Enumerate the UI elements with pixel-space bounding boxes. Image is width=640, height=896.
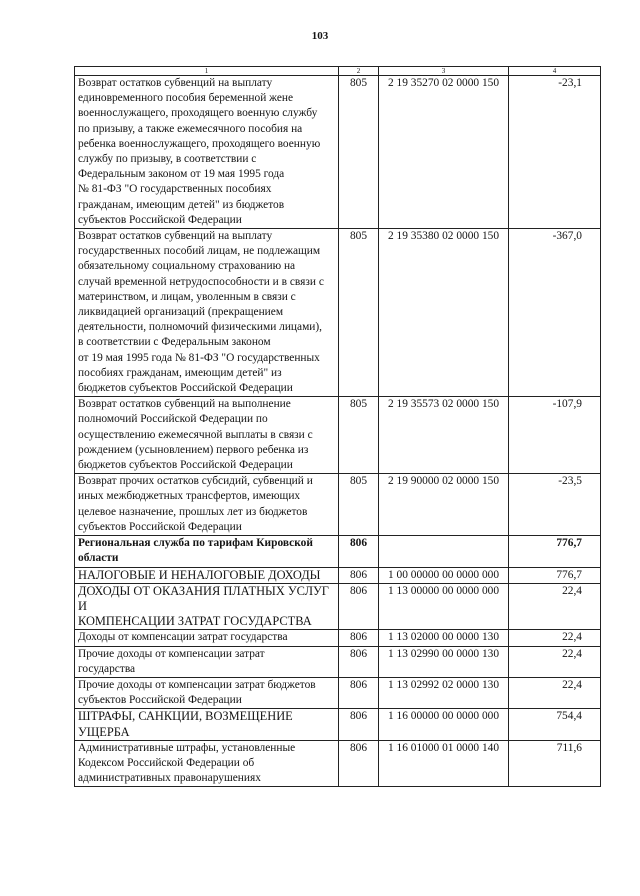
description-line: КОМПЕНСАЦИИ ЗАТРАТ ГОСУДАРСТВА bbox=[78, 614, 312, 629]
description-line: субъектов Российской Федерации bbox=[78, 520, 242, 533]
description-line: субъектов Российской Федерации bbox=[78, 213, 242, 226]
row-description bbox=[75, 397, 339, 474]
table-row bbox=[75, 536, 601, 567]
table-row bbox=[75, 630, 601, 646]
description-line: полномочий Российской Федерации по bbox=[78, 413, 268, 426]
row-budget-code: 2 19 90000 02 0000 150 bbox=[379, 474, 509, 536]
description-line: государства bbox=[78, 662, 136, 675]
row-budget-code: 2 19 35270 02 0000 150 bbox=[379, 76, 509, 229]
row-amount: -23,1 bbox=[509, 76, 601, 229]
revenue-table-body bbox=[75, 67, 601, 787]
description-line: от 19 мая 1995 года № 81-ФЗ "О государственных bbox=[78, 351, 320, 364]
row-budget-code: 1 13 02992 02 0000 130 bbox=[379, 677, 509, 708]
description-line: бюджетов субъектов Российской Федерации bbox=[78, 459, 293, 472]
description-line: Федеральным законом от 19 мая 1995 года bbox=[78, 168, 285, 181]
row-description bbox=[75, 229, 339, 397]
description-line: государственных пособий лицам, не подлежащим bbox=[78, 245, 321, 258]
description-line: по призыву, а также ежемесячного пособия на bbox=[78, 122, 303, 135]
description-line: Доходы от компенсации затрат государства bbox=[78, 631, 288, 644]
column-number: 4 bbox=[509, 67, 601, 76]
row-budget-code: 1 13 02990 00 0000 130 bbox=[379, 646, 509, 677]
description-line: Прочие доходы от компенсации затрат bbox=[78, 647, 265, 660]
row-budget-code: 2 19 35380 02 0000 150 bbox=[379, 229, 509, 397]
description-line: НАЛОГОВЫЕ И НЕНАЛОГОВЫЕ ДОХОДЫ bbox=[78, 567, 321, 582]
row-description bbox=[75, 646, 339, 677]
row-admin-code: 806 bbox=[339, 536, 379, 567]
description-line: Кодексом Российской Федерации об bbox=[78, 756, 255, 769]
row-admin-code: 806 bbox=[339, 630, 379, 646]
column-number: 3 bbox=[379, 67, 509, 76]
description-line: рождением (усыновлением) первого ребенка из bbox=[78, 443, 309, 456]
row-amount: -107,9 bbox=[509, 397, 601, 474]
description-line: случай временной нетрудоспособности и в связи с bbox=[78, 275, 324, 288]
row-amount: 22,4 bbox=[509, 646, 601, 677]
table-row bbox=[75, 397, 601, 474]
row-budget-code: 1 13 02000 00 0000 130 bbox=[379, 630, 509, 646]
description-line: области bbox=[78, 552, 119, 565]
row-amount: 711,6 bbox=[509, 740, 601, 787]
description-line: № 81-ФЗ "О государственных пособиях bbox=[78, 183, 272, 196]
page-number: 103 bbox=[311, 30, 329, 42]
description-line: административных правонарушениях bbox=[78, 772, 261, 785]
description-line: деятельности, полномочий физическими лицами), bbox=[78, 321, 323, 334]
table-row bbox=[75, 740, 601, 787]
table-row bbox=[75, 709, 601, 740]
description-line: единовременного пособия беременной жене bbox=[78, 92, 294, 105]
row-description bbox=[75, 583, 339, 630]
row-amount: -23,5 bbox=[509, 474, 601, 536]
row-admin-code: 805 bbox=[339, 229, 379, 397]
revenue-table bbox=[74, 66, 601, 787]
description-line: ШТРАФЫ, САНКЦИИ, ВОЗМЕЩЕНИЕ bbox=[78, 709, 293, 724]
row-amount: 22,4 bbox=[509, 630, 601, 646]
description-line: Прочие доходы от компенсации затрат бюджетов bbox=[78, 678, 316, 691]
description-line: гражданам, имеющим детей" из бюджетов bbox=[78, 198, 285, 211]
description-line: УЩЕРБА bbox=[78, 724, 130, 739]
description-line: целевое назначение, прошлых лет из бюджетов bbox=[78, 505, 308, 518]
description-line: военнослужащего, проходящего военную службу bbox=[78, 107, 318, 120]
row-admin-code: 806 bbox=[339, 567, 379, 583]
table-row bbox=[75, 677, 601, 708]
row-description bbox=[75, 474, 339, 536]
row-admin-code: 806 bbox=[339, 646, 379, 677]
column-number: 1 bbox=[75, 67, 339, 76]
table-row bbox=[75, 229, 601, 397]
table-row bbox=[75, 646, 601, 677]
row-budget-code: 1 00 00000 00 0000 000 bbox=[379, 567, 509, 583]
row-amount: 22,4 bbox=[509, 583, 601, 630]
description-line: ликвидацией организаций (прекращением bbox=[78, 306, 284, 319]
description-line: в соответствии с Федеральным законом bbox=[78, 336, 271, 349]
row-admin-code: 805 bbox=[339, 474, 379, 536]
description-line: Административные штрафы, установленные bbox=[78, 741, 296, 754]
row-admin-code: 806 bbox=[339, 677, 379, 708]
row-budget-code: 1 16 01000 01 0000 140 bbox=[379, 740, 509, 787]
description-line: ДОХОДЫ ОТ ОКАЗАНИЯ ПЛАТНЫХ УСЛУГ И bbox=[78, 583, 329, 613]
row-budget-code: 1 16 00000 00 0000 000 bbox=[379, 709, 509, 740]
row-admin-code: 805 bbox=[339, 76, 379, 229]
row-description bbox=[75, 76, 339, 229]
row-budget-code: 2 19 35573 02 0000 150 bbox=[379, 397, 509, 474]
row-description bbox=[75, 709, 339, 740]
row-amount: 754,4 bbox=[509, 709, 601, 740]
description-line: осуществлению ежемесячной выплаты в связи с bbox=[78, 428, 313, 441]
description-line: Возврат остатков субвенций на выплату bbox=[78, 77, 273, 89]
description-line: ребенка военнослужащего, проходящего военную bbox=[78, 137, 321, 150]
column-number-row bbox=[75, 67, 601, 76]
row-description bbox=[75, 677, 339, 708]
description-line: обязательному социальному страхованию на bbox=[78, 260, 296, 273]
row-budget-code: 1 13 00000 00 0000 000 bbox=[379, 583, 509, 630]
description-line: субъектов Российской Федерации bbox=[78, 694, 242, 707]
row-admin-code: 806 bbox=[339, 583, 379, 630]
row-amount: 776,7 bbox=[509, 567, 601, 583]
description-line: бюджетов субъектов Российской Федерации bbox=[78, 382, 293, 395]
table-row bbox=[75, 583, 601, 630]
row-admin-code: 806 bbox=[339, 709, 379, 740]
table-row bbox=[75, 474, 601, 536]
description-line: службу по призыву, в соответствии с bbox=[78, 153, 257, 166]
description-line: Возврат прочих остатков субсидий, субвенций и bbox=[78, 475, 313, 488]
row-description bbox=[75, 567, 339, 583]
description-line: пособиях гражданам, имеющим детей" из bbox=[78, 366, 282, 379]
table-row bbox=[75, 567, 601, 583]
row-description bbox=[75, 630, 339, 646]
row-admin-code: 806 bbox=[339, 740, 379, 787]
row-amount: 776,7 bbox=[509, 536, 601, 567]
row-amount: 22,4 bbox=[509, 677, 601, 708]
description-line: Региональная служба по тарифам Кировской bbox=[78, 537, 313, 550]
row-amount: -367,0 bbox=[509, 229, 601, 397]
column-number: 2 bbox=[339, 67, 379, 76]
description-line: Возврат остатков субвенций на выплату bbox=[78, 230, 273, 243]
description-line: Возврат остатков субвенций на выполнение bbox=[78, 398, 291, 411]
table-row bbox=[75, 76, 601, 229]
row-admin-code: 805 bbox=[339, 397, 379, 474]
row-description bbox=[75, 740, 339, 787]
description-line: материнством, и лицам, уволенным в связи с bbox=[78, 290, 296, 303]
row-budget-code bbox=[379, 536, 509, 567]
description-line: иных межбюджетных трансфертов, имеющих bbox=[78, 490, 301, 503]
row-description bbox=[75, 536, 339, 567]
